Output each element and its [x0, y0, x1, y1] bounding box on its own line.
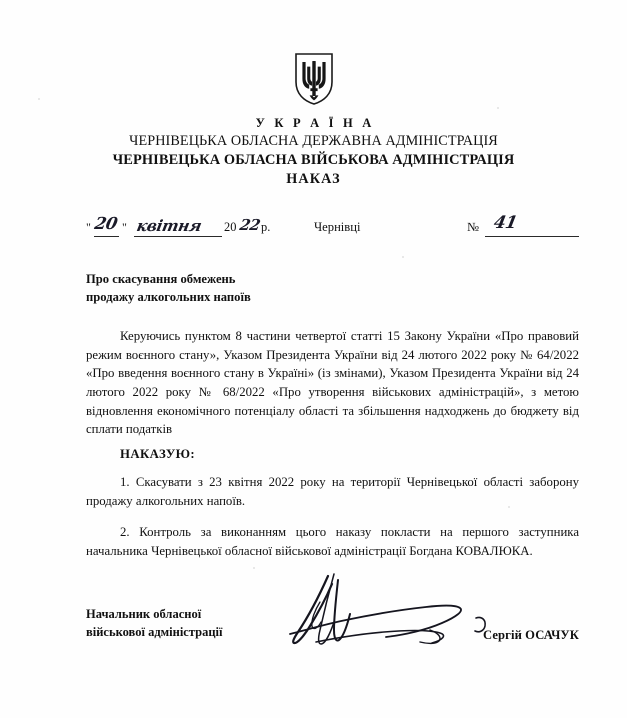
date-year-suffix-handwritten: 22	[238, 216, 262, 234]
document-header	[0, 116, 627, 188]
signatory-title	[86, 605, 223, 641]
date-day-handwritten: 20	[93, 214, 119, 233]
scan-speckle	[38, 98, 40, 100]
header-military-administration: ЧЕРНІВЕЦЬКА ОБЛАСНА ВІЙСЬКОВА АДМІНІСТРАЦІЯ	[112, 151, 515, 168]
date-month-handwritten: квітня	[135, 216, 204, 235]
scan-speckle	[253, 567, 255, 569]
header-state-administration: ЧЕРНІВЕЦЬКА ОБЛАСНА ДЕРЖАВНА АДМІНІСТРАЦІЯ	[129, 133, 498, 150]
scan-speckle	[508, 506, 510, 508]
document-number-label: №	[467, 220, 480, 234]
document-preamble: Керуючись пунктом 8 частини четвертої статті 15 Закону України «Про правовий режим воєнного стану», Указом Президента України від 24 лютого 2022 року № 64/2022 «Про введення воєнного стану в Україні» (із змінами), Указом Президента України від 24 лютого 2022 року № 68/2022 «Про утворення військових адміністрацій», з метою відновлення економічного потенціалу області та збільшення надходжень до бюджету від сплати податків	[86, 329, 579, 437]
document-meta-row	[86, 212, 579, 242]
signatory-name: Сергій ОСАЧУК	[483, 628, 579, 642]
date-quote-close: "	[122, 220, 127, 234]
date-year-prefix: 20	[224, 220, 237, 234]
header-document-type: НАКАЗ	[286, 171, 341, 188]
ukraine-trident-coat-of-arms-icon	[294, 52, 334, 106]
date-quote-open: "	[86, 220, 91, 234]
subject-line-1: Про скасування обмежень	[86, 272, 236, 286]
date-year-mark: р.	[261, 220, 271, 234]
emblem-container	[0, 52, 627, 106]
document-city: Чернівці	[314, 220, 361, 234]
scan-speckle	[497, 107, 499, 109]
scan-speckle	[402, 256, 404, 258]
signatory-title-line-1: Начальник обласної	[86, 607, 202, 621]
signatory-title-line-2: військової адміністрації	[86, 625, 223, 639]
document-number-handwritten: 41	[492, 213, 519, 233]
date-day-rule	[94, 236, 119, 237]
order-heading: НАКАЗУЮ:	[120, 447, 196, 461]
date-month-rule	[134, 236, 222, 237]
document-subject	[86, 271, 386, 307]
handwritten-signature-icon	[280, 572, 490, 657]
order-item-2: 2. Контроль за виконанням цього наказу покласти на першого заступника начальника Чернівецької обласної військової адміністрації Богдана КОВАЛЮКА.	[86, 525, 579, 558]
document-number-rule	[485, 236, 579, 237]
subject-line-2: продажу алкогольних напоїв	[86, 289, 251, 304]
order-item-1: 1. Скасувати з 23 квітня 2022 року на території Чернівецької області заборону продажу алкогольних напоїв.	[86, 475, 579, 508]
header-country: У К Р А Ї Н А	[255, 116, 375, 130]
